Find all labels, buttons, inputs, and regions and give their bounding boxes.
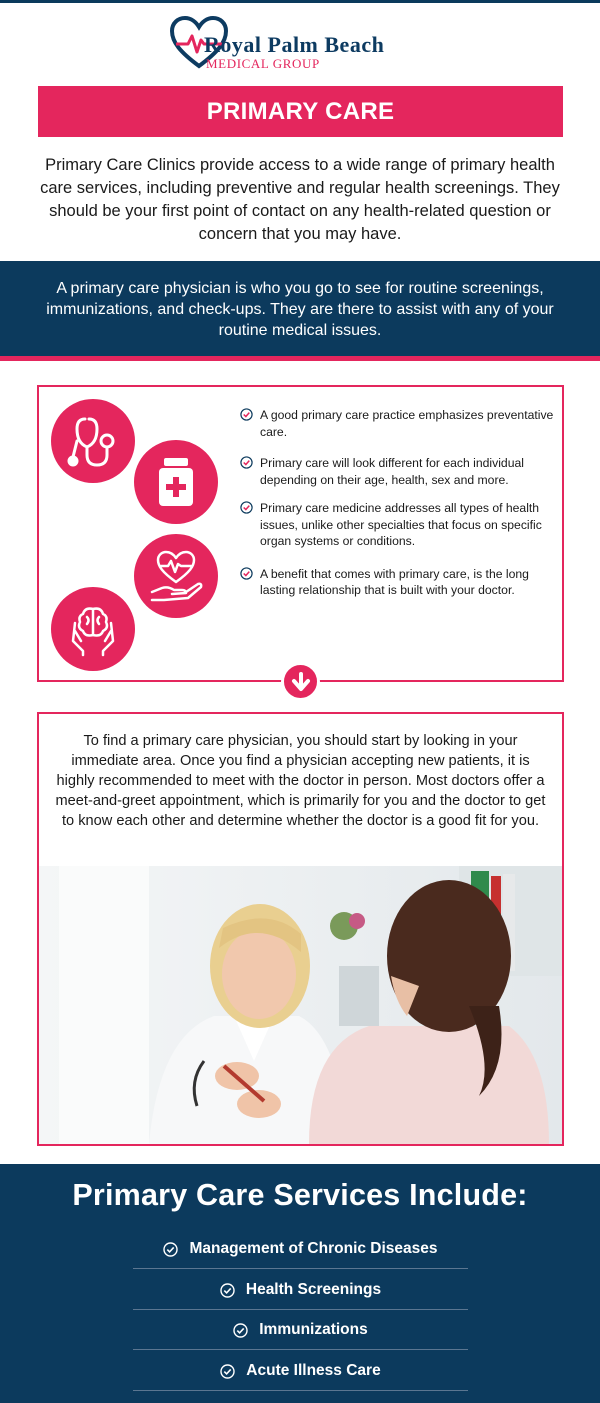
list-item (240, 455, 558, 488)
list-item-text: A benefit that comes with primary care, is the long lasting relationship that is built with your doctor. (260, 566, 529, 597)
brain-in-hands-icon (51, 587, 135, 671)
arrow-down-icon (281, 662, 320, 701)
stethoscope-icon (51, 399, 135, 483)
benefits-card (37, 385, 564, 682)
service-item (133, 1310, 468, 1350)
service-item (133, 1229, 468, 1269)
logo (168, 14, 448, 74)
find-physician-card (37, 712, 564, 1146)
benefits-list (240, 407, 558, 599)
list-item (240, 500, 558, 550)
check-circle-icon (220, 1364, 235, 1379)
service-item-label: Management of Chronic Diseases (189, 1240, 438, 1257)
service-item-label: Acute Illness Care (246, 1362, 381, 1379)
logo-subtitle: MEDICAL GROUP (206, 56, 320, 71)
service-item-label: Immunizations (259, 1321, 368, 1338)
check-circle-icon (233, 1323, 248, 1338)
top-border (0, 0, 600, 3)
heart-in-hand-icon (134, 534, 218, 618)
intro-paragraph: Primary Care Clinics provide access to a wide range of primary health care services, including preventive and regular health screenings. They should be your first point of contact on any health-related question or concern that you may have. (40, 156, 560, 243)
services-section (0, 1164, 600, 1403)
check-circle-icon (240, 501, 253, 514)
logo-name: Royal Palm Beach (204, 32, 385, 57)
doctor-consultation-photo (39, 866, 562, 1144)
list-item-text: Primary care will look different for each individual depending on their age, health, sex and more. (260, 456, 524, 487)
check-circle-icon (220, 1283, 235, 1298)
service-item (133, 1351, 468, 1391)
check-circle-icon (240, 456, 253, 469)
check-circle-icon (240, 408, 253, 421)
check-circle-icon (163, 1242, 178, 1257)
service-item (133, 1270, 468, 1310)
page-title: PRIMARY CARE (38, 86, 563, 137)
find-physician-text: To find a primary care physician, you should start by looking in your immediate area. Once you find a physician accepting new patients, it is highly recommended to meet with the doctor in person. Most doctors offer a meet-and-greet appointment, which is primarily for you and the doctor to get to know each other and determine whether the doctor is a good fit for you. (55, 733, 546, 829)
check-circle-icon (240, 567, 253, 580)
services-title: Primary Care Services Include: (72, 1178, 528, 1212)
info-band-text: A primary care physician is who you go to see for routine screenings, immunizations, and check-ups. They are there to assist with any of your routine medical issues. (46, 280, 554, 339)
medicine-bottle-icon (134, 440, 218, 524)
service-item-label: Health Screenings (245, 1281, 382, 1298)
list-item (240, 407, 558, 440)
list-item-text: A good primary care practice emphasizes preventative care. (260, 408, 554, 439)
list-item-text: Primary care medicine addresses all types of health issues, unlike other specialties that focus on specific organ systems or conditions. (260, 501, 542, 548)
list-item (240, 566, 558, 599)
band-stripe (0, 356, 600, 361)
